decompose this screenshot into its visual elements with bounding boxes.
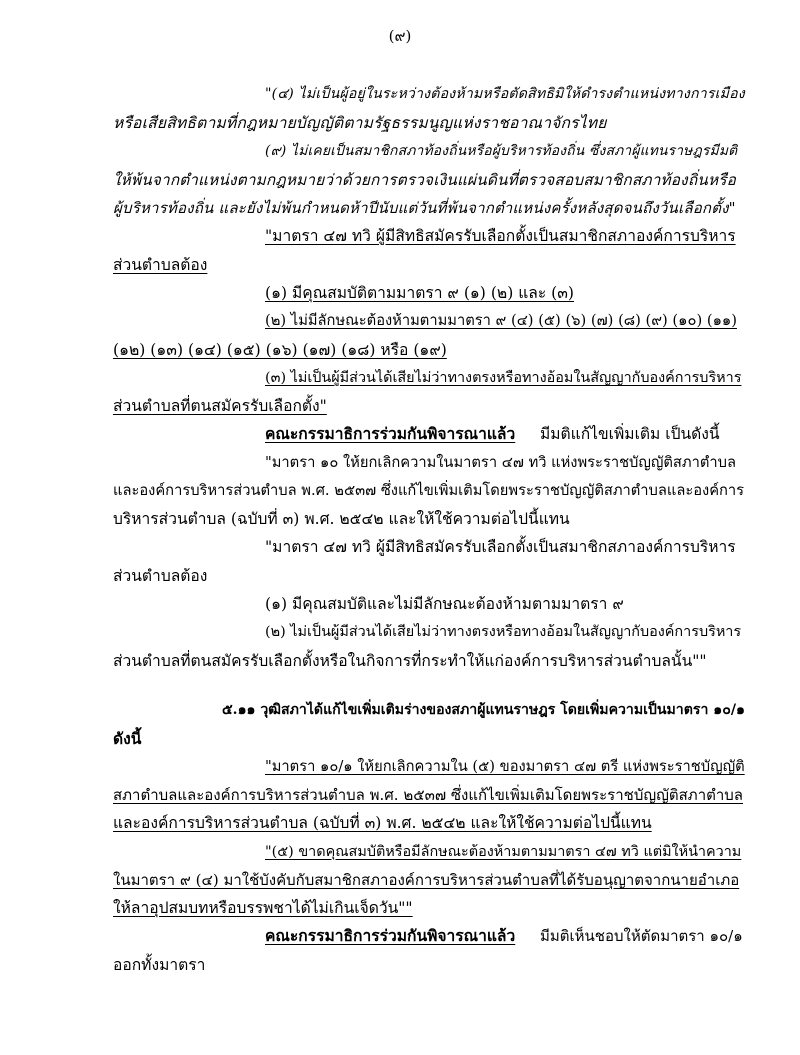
body-line: และองค์การบริหารส่วนตำบล พ.ศ. ๒๕๓๗ ซึ่งแก้ไขเพิ่มเติมโดยพระราชบัญญัติสภาตำบลและองค์การ bbox=[113, 482, 745, 499]
struck-line: "(๔) ไม่เป็นผู้อยู่ในระหว่างต้องห้ามหรือตัดสิทธิมิให้ดำรงตำแหน่งทางการเมือง bbox=[265, 86, 745, 102]
committee-resolution: มีมติเห็นชอบให้ตัดมาตรา ๑๐/๑ bbox=[540, 927, 743, 945]
inserted-line: (๓) ไม่เป็นผู้มีส่วนได้เสียไม่ว่าทางตรงหรือทางอ้อมในสัญญากับองค์การบริหาร bbox=[265, 370, 742, 386]
inserted-line: ส่วนตำบลที่ตนสมัครรับเลือกตั้ง" bbox=[113, 397, 327, 415]
committee-heading: คณะกรรมาธิการร่วมกันพิจารณาแล้ว bbox=[265, 926, 516, 945]
body-line: "มาตรา ๑๐ ให้ยกเลิกความในมาตรา ๔๗ ทวิ แห่งพระราชบัญญัติสภาตำบล bbox=[265, 454, 736, 471]
body-line: (๑) มีคุณสมบัติและไม่มีลักษณะต้องห้ามตามมาตรา ๙ bbox=[265, 595, 624, 613]
inserted-line: "มาตรา ๔๗ ทวิ ผู้มีสิทธิสมัครรับเลือกตั้งเป็นสมาชิกสภาองค์การบริหาร bbox=[265, 227, 736, 245]
inserted-line: "(๕) ขาดคุณสมบัติหรือมีลักษณะต้องห้ามตามมาตรา ๔๗ ทวิ แต่มิให้นำความ bbox=[265, 844, 742, 860]
inserted-line: (๑๒) (๑๓) (๑๔) (๑๕) (๑๖) (๑๗) (๑๘) หรือ (๑๙) bbox=[113, 341, 447, 359]
inserted-line: และองค์การบริหารส่วนตำบล (ฉบับที่ ๓) พ.ศ. ๒๕๔๒ และให้ใช้ความต่อไปนี้แทน bbox=[113, 814, 652, 832]
inserted-line: "มาตรา ๑๐/๑ ให้ยกเลิกความใน (๕) ของมาตรา ๔๗ ตรี แห่งพระราชบัญญัติ bbox=[265, 758, 745, 775]
section-heading-cont: ดังนี้ bbox=[113, 729, 142, 748]
body-line: "มาตรา ๔๗ ทวิ ผู้มีสิทธิสมัครรับเลือกตั้งเป็นสมาชิกสภาองค์การบริหาร bbox=[265, 538, 736, 556]
inserted-line: ในมาตรา ๙ (๔) มาใช้บังคับกับสมาชิกสภาองค์การบริหารส่วนตำบลที่ได้รับอนุญาตจากนายอำเภอ bbox=[113, 871, 740, 889]
section-heading: ๕.๑๑ วุฒิสภาได้แก้ไขเพิ่มเติมร่างของสภาผู้แทนราษฎร โดยเพิ่มความเป็นมาตรา ๑๐/๑ bbox=[222, 702, 745, 718]
inserted-line: ให้ลาอุปสมบทหรือบรรพชาได้ไม่เกินเจ็ดวัน"" bbox=[113, 899, 413, 917]
committee-heading: คณะกรรมาธิการร่วมกันพิจารณาแล้ว bbox=[265, 424, 516, 443]
body-line: ส่วนตำบลที่ตนสมัครรับเลือกตั้งหรือในกิจการที่กระทำให้แก่องค์การบริหารส่วนตำบลนั้น"" bbox=[113, 652, 707, 670]
struck-line: ให้พ้นจากตำแหน่งตามกฎหมายว่าด้วยการตรวจเงินแผ่นดินที่ตรวจสอบสมาชิกสภาท้องถิ่นหรือ bbox=[113, 171, 737, 189]
body-line: ส่วนตำบลต้อง bbox=[113, 567, 208, 585]
inserted-line: (๒) ไม่มีลักษณะต้องห้ามตามมาตรา ๙ (๔) (๕) (๖) (๗) (๘) (๙) (๑๐) (๑๑) bbox=[265, 312, 737, 329]
committee-resolution: มีมติแก้ไขเพิ่มเติม เป็นดังนี้ bbox=[540, 425, 720, 443]
inserted-line: ส่วนตำบลต้อง bbox=[113, 256, 208, 274]
page-number: (๙) bbox=[388, 27, 412, 45]
struck-line: หรือเสียสิทธิตามที่กฎหมายบัญญัติตามรัฐธรรมนูญแห่งราชอาณาจักรไทย bbox=[113, 114, 607, 132]
body-line: ออกทั้งมาตรา bbox=[113, 956, 206, 974]
struck-line: (๙) ไม่เคยเป็นสมาชิกสภาท้องถิ่นหรือผู้บริหารท้องถิ่น ซึ่งสภาผู้แทนราษฎรมีมติ bbox=[265, 143, 738, 159]
struck-line: ผู้บริหารท้องถิ่น และยังไม่พ้นกำหนดห้าปีนับแต่วันที่พ้นจากตำแหน่งครั้งหลังสุดจนถึงวันเลือกตั้ง" bbox=[113, 199, 736, 217]
inserted-line: (๑) มีคุณสมบัติตามมาตรา ๙ (๑) (๒) และ (๓) bbox=[265, 284, 575, 302]
body-line: บริหารส่วนตำบล (ฉบับที่ ๓) พ.ศ. ๒๕๔๒ และให้ใช้ความต่อไปนี้แทน bbox=[113, 510, 570, 528]
inserted-line: สภาตำบลและองค์การบริหารส่วนตำบล พ.ศ. ๒๕๓๗ ซึ่งแก้ไขเพิ่มเติมโดยพระราชบัญญัติสภาตำบล bbox=[113, 786, 743, 804]
body-line: (๒) ไม่เป็นผู้มีส่วนได้เสียไม่ว่าทางตรงหรือทางอ้อมในสัญญากับองค์การบริหาร bbox=[265, 624, 742, 640]
